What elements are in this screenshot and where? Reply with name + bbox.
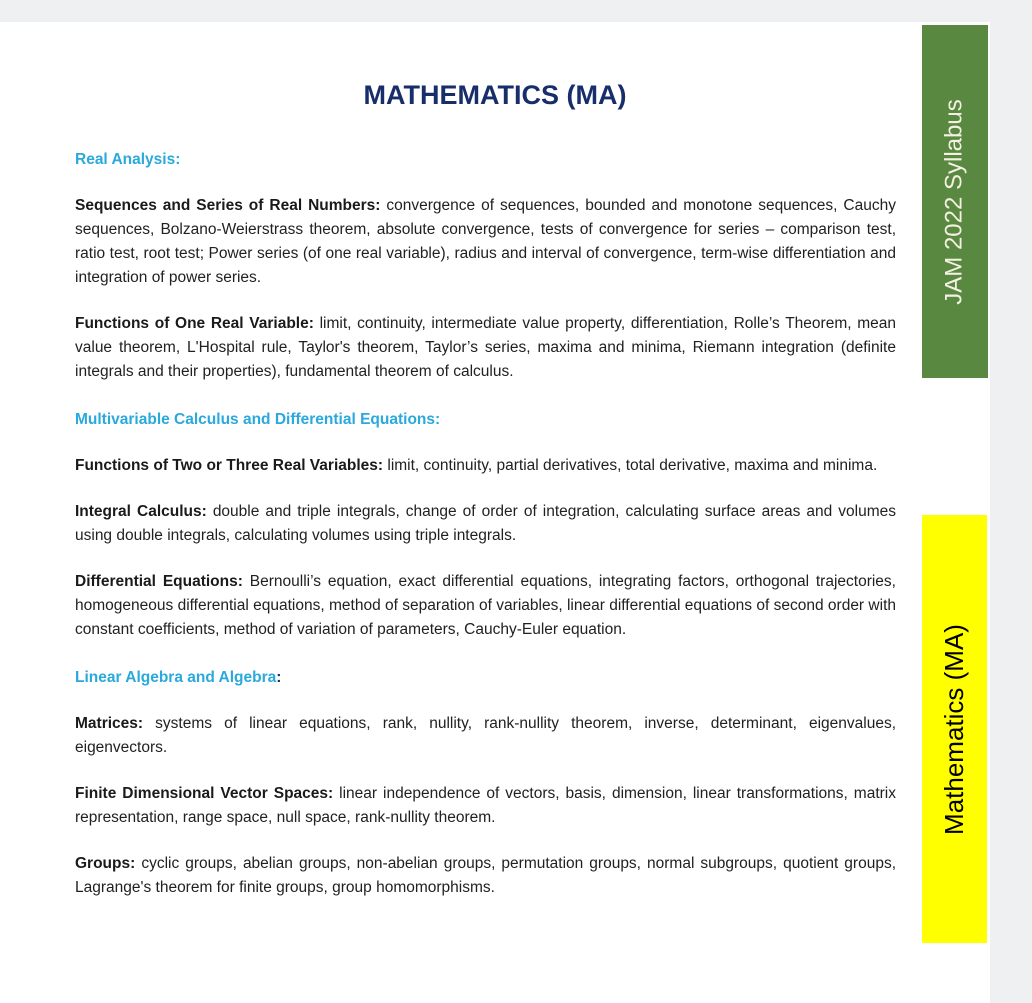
section-heading-text: Multivariable Calculus and Differential Equations: <box>75 411 441 428</box>
paragraph-matrices <box>75 712 896 760</box>
document-content <box>75 124 896 922</box>
paragraph-label: Finite Dimensional Vector Spaces: <box>75 785 334 802</box>
paragraph-text: systems of linear equations, rank, nullity, rank-nullity theorem, inverse, determinant, eigenvalues, eigenvectors. <box>75 715 896 756</box>
paragraph-label: Integral Calculus: <box>75 503 207 520</box>
section-heading-linear-algebra <box>75 666 896 690</box>
paragraph-integral-calculus <box>75 500 896 548</box>
document-page <box>0 22 990 1003</box>
paragraph-label: Sequences and Series of Real Numbers: <box>75 197 381 214</box>
paragraph-text: cyclic groups, abelian groups, non-abelian groups, permutation groups, normal subgroups, quotient groups, Lagrange's theorem for finite groups, group homomorphisms. <box>75 855 896 896</box>
paragraph-sequences-series <box>75 194 896 290</box>
side-banner-jam-syllabus <box>922 25 988 378</box>
paragraph-text: limit, continuity, intermediate value property, differentiation, Rolle’s Theorem, mean value theorem, L'Hospital rule, Taylor's theorem, Taylor’s series, maxima and minima, Riemann integration (definite integrals and their properties), fundamental theorem of calculus. <box>75 315 896 380</box>
paragraph-functions-one-variable <box>75 312 896 384</box>
side-banner-mathematics-ma-label: Mathematics (MA) <box>939 623 970 835</box>
paragraph-label: Groups: <box>75 855 136 872</box>
section-heading-text: Linear Algebra and Algebra <box>75 669 277 686</box>
section-heading-multivariable <box>75 408 896 432</box>
paragraph-label: Functions of One Real Variable: <box>75 315 314 332</box>
paragraph-label: Matrices: <box>75 715 144 732</box>
paragraph-text: Bernoulli’s equation, exact differential equations, integrating factors, orthogonal trajectories, homogeneous differential equations, method of separation of variables, linear differential equations of second order with constant coefficients, method of variation of parameters, Cauchy-Euler equation. <box>75 573 896 638</box>
page-title: MATHEMATICS (MA) <box>363 80 627 110</box>
right-gray-strip <box>990 0 1032 1003</box>
section-heading-suffix: : <box>276 669 282 686</box>
paragraph-label: Functions of Two or Three Real Variables: <box>75 457 384 474</box>
paragraph-differential-equations <box>75 570 896 642</box>
side-banner-jam-syllabus-label: JAM 2022 Syllabus <box>941 98 969 305</box>
paragraph-text: double and triple integrals, change of order of integration, calculating surface areas and volumes using double integrals, calculating volumes using triple integrals. <box>75 503 896 544</box>
paragraph-groups <box>75 852 896 900</box>
side-banner-mathematics-ma <box>922 515 987 943</box>
paragraph-text: limit, continuity, partial derivatives, total derivative, maxima and minima. <box>387 457 878 474</box>
paragraph-text: convergence of sequences, bounded and monotone sequences, Cauchy sequences, Bolzano-Weierstrass theorem, absolute convergence, tests of convergence for series – comparison test, ratio test, root test; Power series (of one real variable), radius and interval of convergence, term-wise differentiation and integration of power series. <box>75 197 896 286</box>
paragraph-finite-dimensional-vector-spaces <box>75 782 896 830</box>
paragraph-functions-two-three-variables <box>75 454 896 478</box>
section-heading-text: Real Analysis: <box>75 151 181 168</box>
paragraph-text: linear independence of vectors, basis, dimension, linear transformations, matrix representation, range space, null space, rank-nullity theorem. <box>75 785 896 826</box>
top-gray-band <box>0 0 1032 22</box>
section-heading-real-analysis <box>75 148 896 172</box>
paragraph-label: Differential Equations: <box>75 573 243 590</box>
